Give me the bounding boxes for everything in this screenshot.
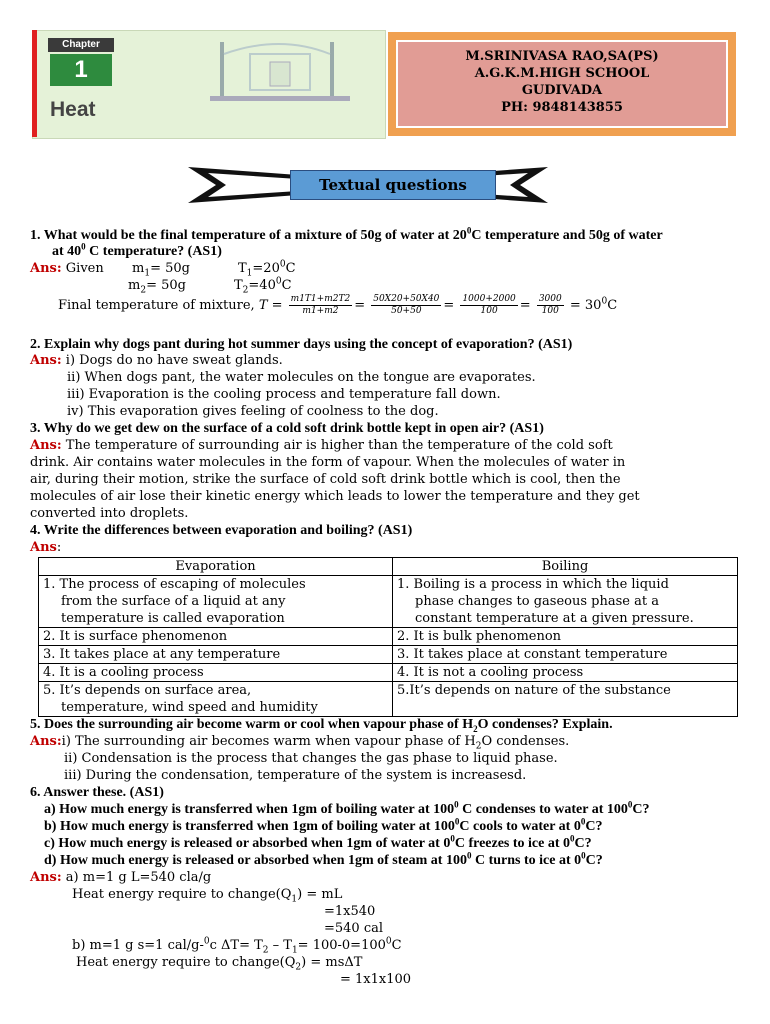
q3-line-1: Ans: The temperature of surrounding air is higher than the temperature of the cold soft [30, 438, 613, 453]
author-phone: PH: 9848143855 [501, 100, 623, 115]
q1-question-line2: at $40^0$ C temperature? (AS1) [52, 241, 222, 259]
chapter-number: 1 [50, 54, 112, 86]
table-row [39, 646, 738, 664]
table-header-evaporation: Evaporation [39, 558, 393, 576]
chapter-word: Chapter [48, 38, 114, 52]
chapter-title: Heat [50, 98, 96, 121]
q2-point-4: iv) This evaporation gives feeling of coolness to the dog. [67, 404, 439, 419]
q3-line-5: converted into droplets. [30, 506, 189, 521]
author-town: GUDIVADA [521, 83, 603, 98]
author-school: A.G.K.M.HIGH SCHOOL [474, 66, 650, 81]
q1-t1: $T_1=20^0C$ [238, 259, 296, 279]
q1-question-line1: 1. What would be the final temperature of a mixture of 50g of water at $20^0C$ temperature and 50g of water [30, 225, 663, 243]
q6-b-heat: Heat energy require to $change(Q_2) = ms\Delta T$ [76, 955, 363, 973]
author-box [396, 40, 728, 128]
table-cell: 5.It’s depends on nature of the substance [393, 682, 738, 717]
table-header-boiling: Boiling [393, 558, 738, 576]
q2-point-2: ii) When dogs pant, the water molecules on the tongue are evaporates. [67, 370, 536, 385]
table-row [39, 682, 738, 717]
q1-answer-given: Ans: Given [30, 261, 104, 276]
q3-question: 3. Why do we get dew on the surface of a cold soft drink bottle kept in open air? (AS1) [30, 421, 544, 436]
q5-point-2: ii) Condensation is the process that changes the gas phase to liquid phase. [64, 751, 558, 766]
q3-line-3: air, during their motion, strike the surface of cold soft drink bottle which is cool, then the [30, 472, 621, 487]
table-row [39, 576, 738, 628]
q6-a-step1: =1x540 [324, 904, 376, 919]
q2-point-1: Ans: i) Dogs do no have sweat glands. [30, 353, 283, 368]
comparison-table [38, 557, 738, 717]
q3-line-2: drink. Air contains water molecules in the form of vapour. When the molecules of water in [30, 455, 626, 470]
q4-answer-label: Ans: [30, 540, 62, 555]
q6-part-b: b) How much energy is transferred when 1gm of boiling water at $100^0C$ cools to water at $0^0C$? [44, 816, 603, 834]
q1-final-formula: Final temperature of mixture, T = $\frac{m1T1+m2T2}{m1+m2}$ = $\frac{50X20+50X40}{50+50}$ = $\frac{1000+2000}{100}$ = $\frac{3000}{100}$ = $30^0C$ [58, 294, 618, 316]
q5-point-3: iii) During the condensation, temperature of the system is increasesd. [64, 768, 527, 783]
q2-question: 2. Explain why dogs pant during hot summer days using the concept of evaporation? (AS1) [30, 337, 573, 352]
table-cell: 1. The process of escaping of molecules from the surface of a liquid at any temperature is called evaporation [39, 576, 393, 628]
table-cell: 2. It is surface phenomenon [39, 628, 393, 646]
q5-point-1: Ans:i) The surrounding air becomes warm when vapour phase of $H_2O$ condenses. [30, 734, 570, 752]
q4-question: 4. Write the differences between evaporation and boiling? (AS1) [30, 523, 413, 538]
table-cell: 3. It takes place at constant temperature [393, 646, 738, 664]
table-cell: 4. It is a cooling process [39, 664, 393, 682]
table-cell: 2. It is bulk phenomenon [393, 628, 738, 646]
table-cell: 1. Boiling is a process in which the liquid phase changes to gaseous phase at a constant temperature at a given pressure. [393, 576, 738, 628]
table-row [39, 628, 738, 646]
q6-part-a: a) How much energy is transferred when 1gm of boiling water at $100^0$ C condenses to water at $100^0C$? [44, 799, 650, 817]
table-cell: 5. It’s depends on surface area, temperature, wind speed and humidity [39, 682, 393, 717]
author-name: M.SRINIVASA RAO,SA(PS) [465, 49, 659, 64]
q6-a-step2: =540 cal [324, 921, 384, 936]
q6-part-c: c) How much energy is released or absorbed when 1gm of water at $0^0C$ freezes to ice at $0^0C$? [44, 833, 592, 851]
q2-point-3: iii) Evaporation is the cooling process and temperature fall down. [67, 387, 501, 402]
table-header-row [39, 558, 738, 576]
table-cell: 4. It is not a cooling process [393, 664, 738, 682]
q3-line-4: molecules of air lose their kinetic energy which leads to lower the temperature and they get [30, 489, 640, 504]
q6-a-heat: Heat energy require to $change(Q_1)$ = mL [72, 887, 343, 905]
lab-apparatus-icon [180, 34, 380, 104]
q1-t2: $T_2=40^0C$ [234, 276, 292, 296]
table-row [39, 664, 738, 682]
q1-m1: $m_1= 50g$ [132, 261, 190, 279]
banner-title: Textual questions [290, 170, 496, 200]
q6-answer-b: b) m=1 g s=1 cal/g-$^0$c $\Delta T= T_2 - T_1= 100-0=100^0C$ [72, 936, 402, 956]
q6-answer-a: Ans: a) m=1 g L=540 cla/g [30, 870, 212, 885]
q5-question: 5. Does the surrounding air become warm or cool when vapour phase of $H_2O$ condenses? Explain. [30, 717, 613, 734]
q6-b-step1: = 1x1x100 [340, 972, 412, 987]
q6-question: 6. Answer these. (AS1) [30, 785, 164, 800]
q6-part-d: d) How much energy is released or absorbed when 1gm of steam at $100^0$ C turns to ice at $0^0C$? [44, 850, 603, 868]
q1-m2: $m_2= 50g$ [128, 278, 186, 296]
header-accent-line [32, 30, 37, 137]
chapter-badge [48, 38, 114, 86]
table-cell: 3. It takes place at any temperature [39, 646, 393, 664]
